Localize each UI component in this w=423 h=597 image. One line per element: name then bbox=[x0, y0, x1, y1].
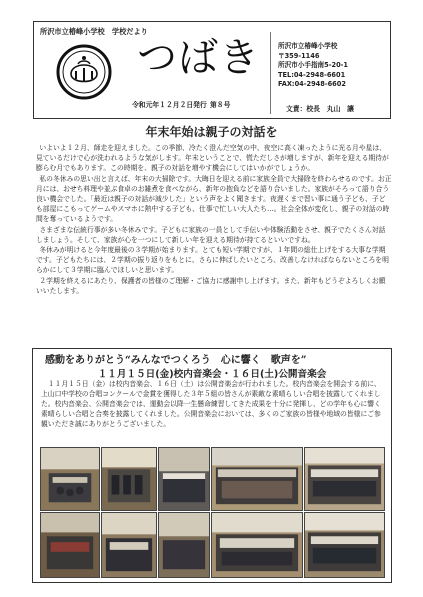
concert-photo bbox=[158, 512, 210, 578]
concert-photo bbox=[211, 447, 303, 511]
masthead-divider bbox=[270, 32, 271, 114]
concert-body bbox=[41, 379, 385, 429]
concert-photo bbox=[304, 512, 385, 578]
article-paragraph: 冬休みが明けると今年度最後の３学期が始まります。とても短い学期ですが、１年間の総仕上げをする大事な学期です。子どもたちには、２学期の振り返りをもとに、さらに伸ばしたいところ、改善しなければならないところを明らかにして３学期に臨んでほしいと思います。 bbox=[36, 246, 389, 275]
issue-date: 令和元年１２月２日発行 bbox=[132, 101, 207, 109]
address-street: 所沢市小手指南5-20-1 bbox=[278, 61, 348, 70]
address-postal-code: 〒359-1146 bbox=[278, 51, 320, 60]
article-paragraph: さまざまな伝統行事が多い冬休みです。子どもに家族の一員として手伝いや体験活動をさせ、親子でたくさん対話しましょう。そして、家族が心を一つにして新しい年を迎える期待が持てるといいですね。 bbox=[36, 225, 386, 244]
article-paragraph: 私の冬休みの思い出と言えば、年末の大掃除です。大晦日を迎える前に家族全員で大掃除を終わらせるのです。お正月には、おせち料理や並ぶ食卓のお雑煮を食べながら、新年の抱負などを語り合いました。家族がそろって語り合う良い機会でした。「最近は親子の対話が減少した」という声をよく聞きます。夜遅くまで習い事に通う子ども、子ども部屋にこもってゲームやスマホに熱中する子ども、仕事で忙しい大人たち…。社会全体が変化し、親子の対話の時間を奪っているようです。 bbox=[36, 174, 392, 224]
concert-subtitle: １１月１５日(金)校内音楽会・１６日(土)公開音楽会 bbox=[97, 369, 327, 380]
concert-paragraph: １１月１５日（金）は校内音楽会、１６日（土）は公開音楽会が行われました。校内音楽会を開会する前に、上山口中学校の合唱コンクールで金賞を獲得した３年５組の皆さんが素敵な素晴らしい合唱を披露してくれました。校内音楽会、公開音楽会では、運動会以降一生懸命練習してきた成果を十分に発揮し、どの学年も心に響く素晴らしい合唱と合奏を披露してくれました。公開音楽会においては、多くのご家族の皆様や地域の皆様にご参観いただき誠にありがとうございました。 bbox=[41, 380, 381, 428]
concert-title: 感動をありがとう“みんなでつくろう 心に響く 歌声を” bbox=[45, 355, 307, 366]
concert-photo bbox=[40, 447, 100, 511]
school-emblem-icon bbox=[56, 44, 112, 100]
address-tel: TEL:04-2948-6601 bbox=[278, 70, 346, 79]
author-credit: 文責：校長 丸山 讓 bbox=[286, 105, 354, 113]
concert-photo bbox=[304, 447, 385, 511]
concert-photo bbox=[158, 447, 210, 511]
concert-section bbox=[32, 348, 392, 583]
article-headline: 年末年始は親子の対話を bbox=[145, 125, 278, 139]
concert-photo bbox=[40, 512, 100, 578]
issue-number: 第８号 bbox=[210, 101, 231, 109]
article-paragraph: ２学期を終えるにあたり、保護者の皆様のご理解・ご協力に感謝申し上げます。また、新年もどうぞよろしくお願いいたします。 bbox=[36, 276, 386, 295]
school-address bbox=[278, 42, 348, 90]
address-school-name: 所沢市立椿峰小学校 bbox=[278, 42, 338, 50]
concert-photo bbox=[101, 512, 157, 578]
school-label: 所沢市立椿峰小学校 学校だより bbox=[40, 27, 148, 36]
concert-photo bbox=[101, 447, 157, 511]
article-paragraph: いよいよ１２月、師走を迎えました。この季節、冷たく澄んだ空気の中、夜空に高く凍ったように光る月や星は、見ているだけで心が洗われるような気がします。年末ということで、慌ただしさが増しますが、新年を迎える期待が膨らむ月でもあります。この時期を、親子の対話を増やす機会にしてはいかがでしょうか。 bbox=[36, 144, 389, 173]
address-fax: FAX:04-2948-6602 bbox=[278, 80, 346, 89]
article-body bbox=[36, 143, 392, 296]
newsletter-title: つばき bbox=[137, 35, 260, 81]
masthead bbox=[33, 21, 391, 119]
concert-photo bbox=[211, 512, 303, 578]
